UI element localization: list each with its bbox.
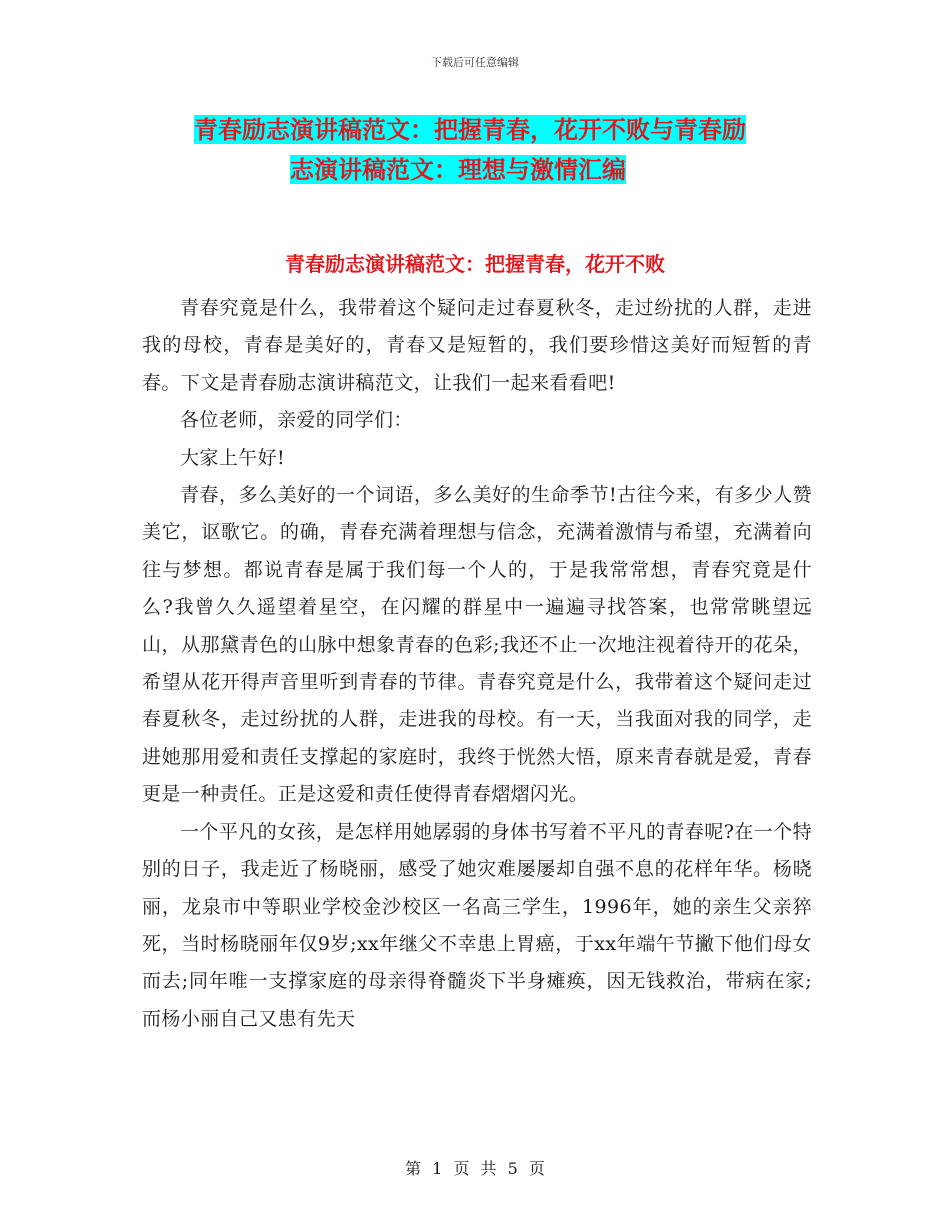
document-title-line-2	[140, 150, 830, 190]
paragraph-body: 青春，多么美好的一个词语，多么美好的生命季节!古往今来，有多少人赞美它，讴歌它。的确，青春充满着理想与信念，充满着激情与希望，充满着向往与梦想。都说青春是属于我们每一个人的，于是我常常想，青春究竟是什么?我曾久久遥望着星空，在闪耀的群星中一遍遍寻找答案，也常常眺望远山，从那黛青色的山脉中想象青春的色彩;我还不止一次地注视着待开的花朵，希望从花开得声音里听到青春的节律。青春究竟是什么，我带着这个疑问走过春夏秋冬，走过纷扰的人群，走进我的母校。有一天，当我面对我的同学，走进她那用爱和责任支撑起的家庭时，我终于恍然大悟，原来青春就是爱，青春更是一种责任。正是这爱和责任使得青春熠熠闪光。	[142, 484, 812, 806]
paragraph-greeting: 各位老师，亲爱的同学们：	[180, 409, 413, 432]
paragraph-salutation: 大家上午好!	[180, 446, 286, 469]
page-header: 下载后可任意编辑	[431, 56, 519, 69]
section-title: 青春励志演讲稿范文：把握青春，花开不败	[285, 252, 665, 276]
title-highlight: 青春励志演讲稿范文：把握青春，花开不败与青春励	[194, 115, 746, 144]
page-footer: 第 1 页 共 5 页	[405, 1159, 545, 1178]
paragraph-intro: 青春究竟是什么，我带着这个疑问走过春夏秋冬，走过纷扰的人群，走进我的母校，青春是美好的，青春又是短暂的，我们要珍惜这美好而短暂的青春。下文是青春励志演讲稿范文，让我们一起来看看吧!	[142, 297, 812, 394]
title-highlight: 志演讲稿范文：理想与激情汇编	[290, 155, 626, 184]
document-title	[140, 110, 830, 190]
paragraph-body: 一个平凡的女孩，是怎样用她孱弱的身体书写着不平凡的青春呢?在一个特别的日子，我走近了杨晓丽，感受了她灾难屡屡却自强不息的花样年华。杨晓丽，龙泉市中等职业学校金沙校区一名高三学生，1996年，她的亲生父亲猝死，当时杨晓丽年仅9岁;xx年继父不幸患上胃癌，于xx年端午节撇下他们母女而去;同年唯一支撑家庭的母亲得脊髓炎下半身瘫痪，因无钱救治，带病在家;而杨小丽自己又患有先天	[142, 820, 812, 1030]
document-title-line-1	[140, 110, 830, 150]
document-body	[142, 290, 812, 1038]
